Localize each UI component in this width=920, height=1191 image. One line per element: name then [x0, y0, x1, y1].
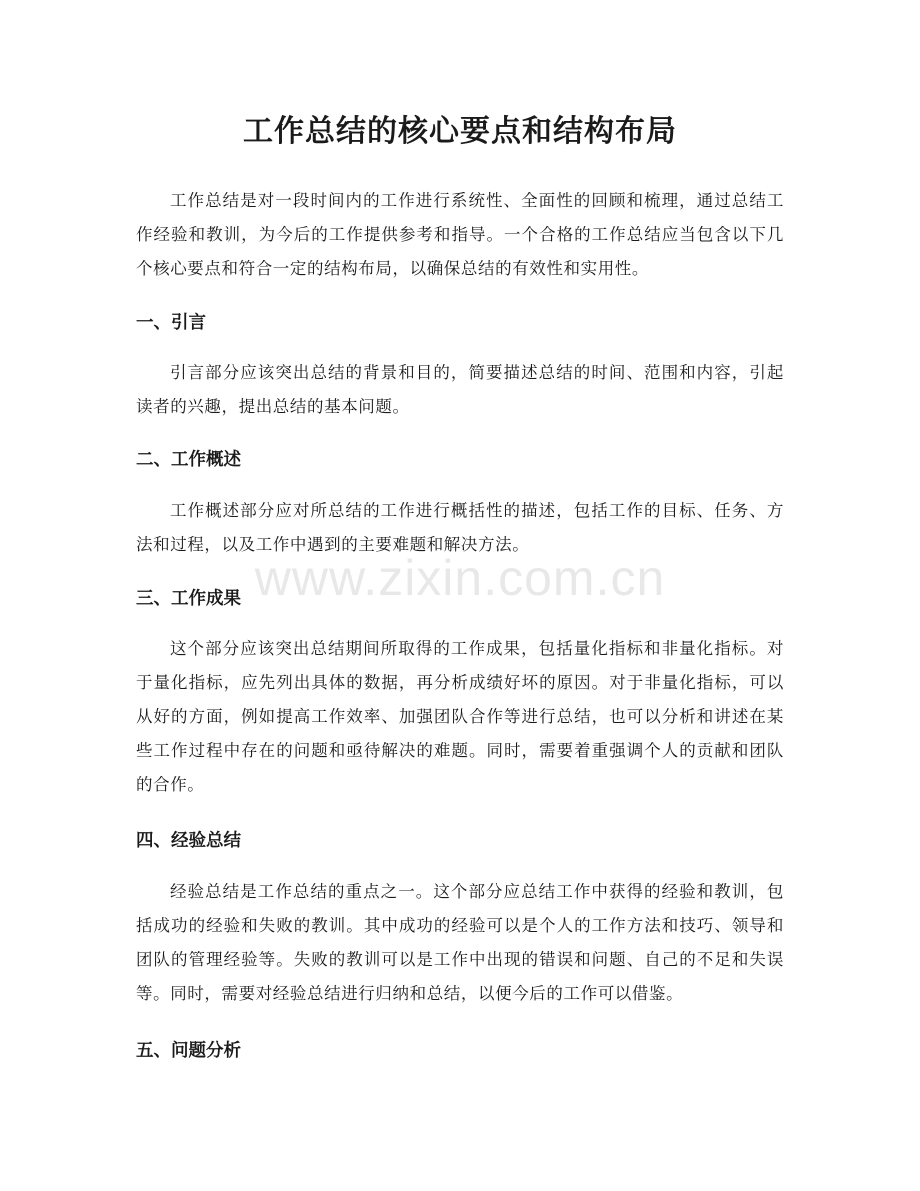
section-body-overview: 工作概述部分应对所总结的工作进行概括性的描述，包括工作的目标、任务、方法和过程，以及工作中遇到的主要难题和解决方法。: [136, 501, 784, 554]
section-heading-results: 三、工作成果: [136, 589, 241, 609]
watermark: www.zixin.com.cn: [254, 550, 666, 606]
section-body-intro: 引言部分应该突出总结的背景和目的，简要描述总结的时间、范围和内容，引起读者的兴趣，提出总结的基本问题。: [136, 363, 784, 416]
section-heading-overview: 二、工作概述: [136, 450, 241, 470]
intro-paragraph: 工作总结是对一段时间内的工作进行系统性、全面性的回顾和梳理，通过总结工作经验和教训，为今后的工作提供参考和指导。一个合格的工作总结应当包含以下几个核心要点和符合一定的结构布局，以确保总结的有效性和实用性。: [136, 191, 784, 278]
page-title: 工作总结的核心要点和结构布局: [243, 114, 677, 149]
section-body-results: 这个部分应该突出总结期间所取得的工作成果，包括量化指标和非量化指标。对于量化指标，应先列出具体的数据，再分析成绩好坏的原因。对于非量化指标，可以从好的方面，例如提高工作效率、加强团队合作等进行总结，也可以分析和讲述在某些工作过程中存在的问题和亟待解决的难题。同时，需要着重强调个人的贡献和团队的合作。: [136, 639, 784, 794]
section-heading-experience: 四、经验总结: [136, 831, 241, 851]
section-body-experience: 经验总结是工作总结的重点之一。这个部分应总结工作中获得的经验和教训，包括成功的经验和失败的教训。其中成功的经验可以是个人的工作方法和技巧、领导和团队的管理经验等。失败的教训可以是工作中出现的错误和问题、自己的不足和失误等。同时，需要对经验总结进行归纳和总结，以便今后的工作可以借鉴。: [136, 882, 784, 1003]
section-heading-problems: 五、问题分析: [136, 1041, 241, 1061]
section-heading-intro: 一、引言: [136, 313, 206, 333]
